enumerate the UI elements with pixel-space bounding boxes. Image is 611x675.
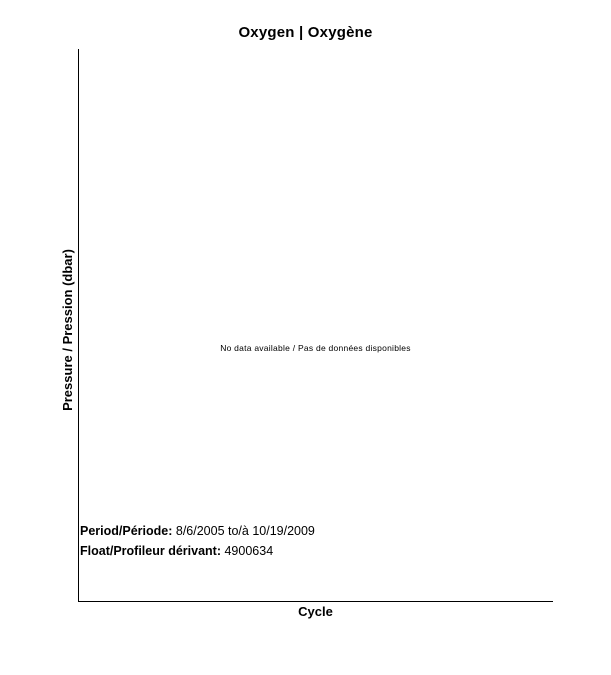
float-value: 4900634	[224, 544, 274, 558]
chart-title: Oxygen | Oxygène	[238, 24, 373, 41]
no-data-message: No data available / Pas de données disponibles	[220, 343, 411, 353]
float-label: Float/Profileur dérivant:	[80, 544, 221, 558]
x-axis-label: Cycle	[298, 604, 333, 619]
y-axis-line	[78, 49, 79, 602]
x-axis-line	[78, 601, 553, 602]
float-annotation	[80, 544, 273, 558]
period-value: 8/6/2005 to/à 10/19/2009	[175, 524, 315, 538]
period-annotation	[80, 524, 315, 538]
y-axis-label: Pressure / Pression (dbar)	[60, 249, 75, 411]
period-label: Period/Période:	[80, 524, 173, 538]
